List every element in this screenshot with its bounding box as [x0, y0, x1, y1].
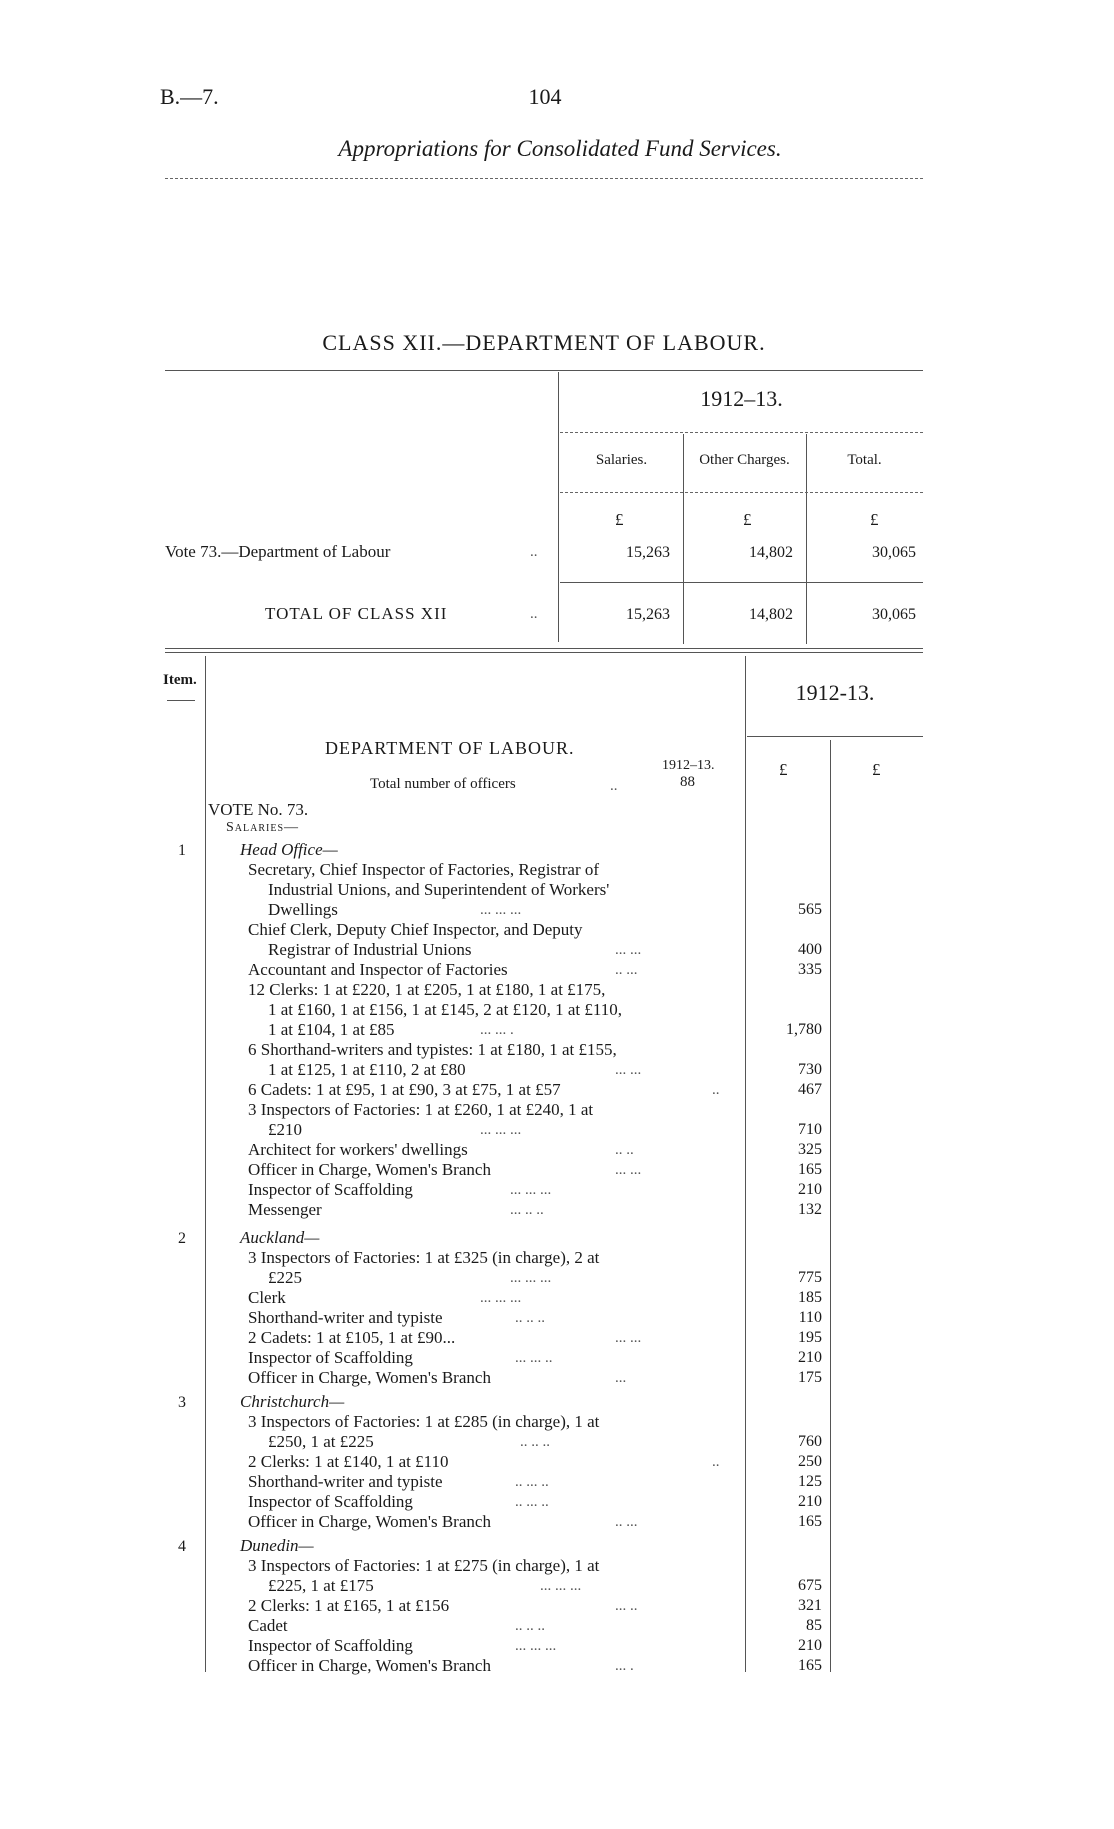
leader-dots: ... — [615, 1370, 627, 1386]
line-item: £210 — [268, 1120, 302, 1139]
line-item: Dwellings — [268, 900, 338, 919]
line-item: 12 Clerks: 1 at £220, 1 at £205, 1 at £180, 1 at £175, — [248, 980, 606, 999]
leader-dots: ... ... ... — [480, 1290, 522, 1306]
line-item: Chief Clerk, Deputy Chief Inspector, and Deputy — [248, 920, 583, 939]
col-header-rule — [560, 492, 923, 493]
line-item: Accountant and Inspector of Factories — [248, 960, 508, 979]
line-item: Officer in Charge, Women's Branch — [248, 1512, 491, 1531]
line-item: Shorthand-writer and typiste — [248, 1472, 443, 1491]
line-amount: 325 — [798, 1141, 822, 1158]
line-item: 6 Cadets: 1 at £95, 1 at £90, 3 at £75, 1 at £57 — [248, 1080, 561, 1099]
line-amount: 210 — [798, 1181, 822, 1198]
leader-dots: .. — [530, 606, 538, 622]
item-number: 2 — [178, 1230, 186, 1247]
officers-count: 88 — [680, 774, 695, 790]
line-item: Officer in Charge, Women's Branch — [248, 1160, 491, 1179]
salaries-heading: Salaries— — [226, 820, 300, 835]
line-item: 1 at £104, 1 at £85 — [268, 1020, 395, 1039]
amount-column-divider-1 — [745, 656, 746, 1672]
line-amount: 675 — [798, 1577, 822, 1594]
line-amount: 165 — [798, 1513, 822, 1530]
line-amount: 1,780 — [786, 1021, 822, 1038]
vote-total: 30,065 — [872, 544, 916, 561]
line-item: 3 Inspectors of Factories: 1 at £325 (in charge), 2 at — [248, 1248, 600, 1267]
line-amount: 210 — [798, 1637, 822, 1654]
line-amount: 321 — [798, 1597, 822, 1614]
summary-year: 1912–13. — [700, 386, 783, 411]
line-item: Officer in Charge, Women's Branch — [248, 1656, 491, 1675]
leader-dots: ... ... ... — [510, 1182, 552, 1198]
leader-dots: ... ... ... — [480, 902, 522, 918]
leader-dots: .. — [530, 544, 538, 560]
leader-dots: .. ... — [615, 1514, 638, 1530]
line-item: Registrar of Industrial Unions — [268, 940, 472, 959]
class-total-label: TOTAL OF CLASS XII — [265, 604, 448, 623]
line-amount: 132 — [798, 1201, 822, 1218]
section-heading: Head Office— — [240, 840, 338, 859]
summary-mid-rule — [560, 582, 923, 583]
leader-dots: ... ... ... — [540, 1578, 582, 1594]
line-item: 6 Shorthand-writers and typistes: 1 at £180, 1 at £155, — [248, 1040, 617, 1059]
item-header-rule — [167, 700, 195, 701]
line-item: Messenger — [248, 1200, 322, 1219]
leader-dots: .. .. .. — [520, 1434, 550, 1450]
leader-dots: .. .. .. — [515, 1310, 545, 1326]
total-total: 30,065 — [872, 606, 916, 623]
col-header-other-charges: Other Charges. — [699, 452, 790, 468]
leader-dots: .. ... .. — [515, 1494, 549, 1510]
line-item: Shorthand-writer and typiste — [248, 1308, 443, 1327]
summary-year-rule — [560, 432, 923, 433]
summary-top-rule — [165, 370, 923, 371]
department-title: DEPARTMENT OF LABOUR. — [325, 738, 575, 758]
detail-year-rule — [747, 736, 923, 737]
line-amount: 110 — [798, 1309, 822, 1326]
leader-dots: ... ... . — [480, 1022, 514, 1038]
leader-dots: .. ... — [615, 962, 638, 978]
amount-column-divider-2 — [830, 740, 831, 1672]
line-item: 3 Inspectors of Factories: 1 at £285 (in charge), 1 at — [248, 1412, 600, 1431]
line-item: Secretary, Chief Inspector of Factories, Registrar of — [248, 860, 600, 879]
line-amount: 175 — [798, 1369, 822, 1386]
leader-dots: ... ... ... — [480, 1122, 522, 1138]
page-title: Appropriations for Consolidated Fund Services. — [338, 136, 782, 161]
leader-dots: ... ... .. — [515, 1350, 553, 1366]
line-item: £225 — [268, 1268, 302, 1287]
line-item: Officer in Charge, Women's Branch — [248, 1368, 491, 1387]
item-number: 4 — [178, 1538, 186, 1555]
line-item: Clerk — [248, 1288, 286, 1307]
line-item: 2 Clerks: 1 at £165, 1 at £156 — [248, 1596, 450, 1615]
summary-bottom-rule — [165, 648, 923, 649]
leader-dots: .. — [610, 778, 618, 794]
item-number: 3 — [178, 1394, 186, 1411]
section-heading: Auckland— — [240, 1228, 320, 1247]
line-amount: 400 — [798, 941, 822, 958]
line-item: Cadet — [248, 1616, 288, 1635]
item-header: Item. — [163, 672, 197, 688]
leader-dots: ... ... — [615, 1162, 642, 1178]
line-item: £250, 1 at £225 — [268, 1432, 374, 1451]
line-amount: 165 — [798, 1657, 822, 1674]
leader-dots: .. .. .. — [515, 1618, 545, 1634]
vote-other-charges: 14,802 — [749, 544, 793, 561]
line-amount: 335 — [798, 961, 822, 978]
line-amount: 125 — [798, 1473, 822, 1490]
line-amount: 195 — [798, 1329, 822, 1346]
leader-dots: .. — [712, 1454, 720, 1470]
document-reference: B.—7. — [160, 84, 219, 109]
line-item: 3 Inspectors of Factories: 1 at £275 (in charge), 1 at — [248, 1556, 600, 1575]
item-number: 1 — [178, 842, 186, 859]
line-item: 1 at £160, 1 at £156, 1 at £145, 2 at £120, 1 at £110, — [268, 1000, 622, 1019]
page-number: 104 — [528, 84, 562, 109]
line-amount: 165 — [798, 1161, 822, 1178]
item-column-divider — [205, 656, 206, 1672]
line-amount: 710 — [798, 1121, 822, 1138]
summary-divider — [558, 372, 559, 642]
leader-dots: .. ... .. — [515, 1474, 549, 1490]
line-item: Architect for workers' dwellings — [248, 1140, 468, 1159]
leader-dots: ... ... — [615, 942, 642, 958]
line-item: 2 Cadets: 1 at £105, 1 at £90... — [248, 1328, 456, 1347]
leader-dots: ... ... — [615, 1330, 642, 1346]
line-amount: 775 — [798, 1269, 822, 1286]
class-title: CLASS XII.—DEPARTMENT OF LABOUR. — [322, 330, 766, 355]
total-other-charges: 14,802 — [749, 606, 793, 623]
line-item: Inspector of Scaffolding — [248, 1180, 413, 1199]
vote-salaries: 15,263 — [626, 544, 670, 561]
leader-dots: ... . — [615, 1658, 634, 1674]
line-item: Inspector of Scaffolding — [248, 1348, 413, 1367]
line-item: Inspector of Scaffolding — [248, 1636, 413, 1655]
summary-bottom-rule-2 — [165, 652, 923, 653]
currency-symbol: £ — [615, 510, 624, 529]
leader-dots: .. .. — [615, 1142, 634, 1158]
currency-symbol: £ — [779, 760, 788, 779]
line-amount: 210 — [798, 1493, 822, 1510]
line-item: £225, 1 at £175 — [268, 1576, 374, 1595]
line-item: 2 Clerks: 1 at £140, 1 at £110 — [248, 1452, 449, 1471]
section-heading: Christchurch— — [240, 1392, 345, 1411]
line-amount: 185 — [798, 1289, 822, 1306]
line-amount: 760 — [798, 1433, 822, 1450]
col-header-salaries: Salaries. — [595, 452, 648, 468]
line-amount: 467 — [798, 1081, 822, 1098]
currency-symbol: £ — [743, 510, 752, 529]
leader-dots: .. — [712, 1082, 720, 1098]
leader-dots: ... ... — [615, 1062, 642, 1078]
leader-dots: ... .. — [615, 1598, 638, 1614]
leader-dots: ... ... ... — [510, 1270, 552, 1286]
line-item: 1 at £125, 1 at £110, 2 at £80 — [268, 1060, 466, 1079]
detail-year: 1912-13. — [795, 680, 875, 705]
line-item: Industrial Unions, and Superintendent of Workers' — [268, 880, 610, 899]
line-amount: 730 — [798, 1061, 822, 1078]
leader-dots: ... .. .. — [510, 1202, 544, 1218]
officers-label: Total number of officers — [370, 776, 516, 792]
title-rule — [165, 178, 923, 179]
section-heading: Dunedin— — [240, 1536, 314, 1555]
col-header-total: Total. — [847, 452, 882, 468]
total-salaries: 15,263 — [626, 606, 670, 623]
line-amount: 565 — [798, 901, 822, 918]
line-amount: 250 — [798, 1453, 822, 1470]
officers-year: 1912–13. — [662, 758, 715, 773]
vote-number: VOTE No. 73. — [208, 800, 309, 819]
vote-label: Vote 73.—Department of Labour — [165, 542, 391, 561]
leader-dots: ... ... ... — [515, 1638, 557, 1654]
currency-symbol: £ — [872, 760, 881, 779]
line-amount: 210 — [798, 1349, 822, 1366]
currency-symbol: £ — [870, 510, 879, 529]
line-item: Inspector of Scaffolding — [248, 1492, 413, 1511]
line-item: 3 Inspectors of Factories: 1 at £260, 1 at £240, 1 at — [248, 1100, 594, 1119]
line-amount: 85 — [806, 1617, 822, 1634]
